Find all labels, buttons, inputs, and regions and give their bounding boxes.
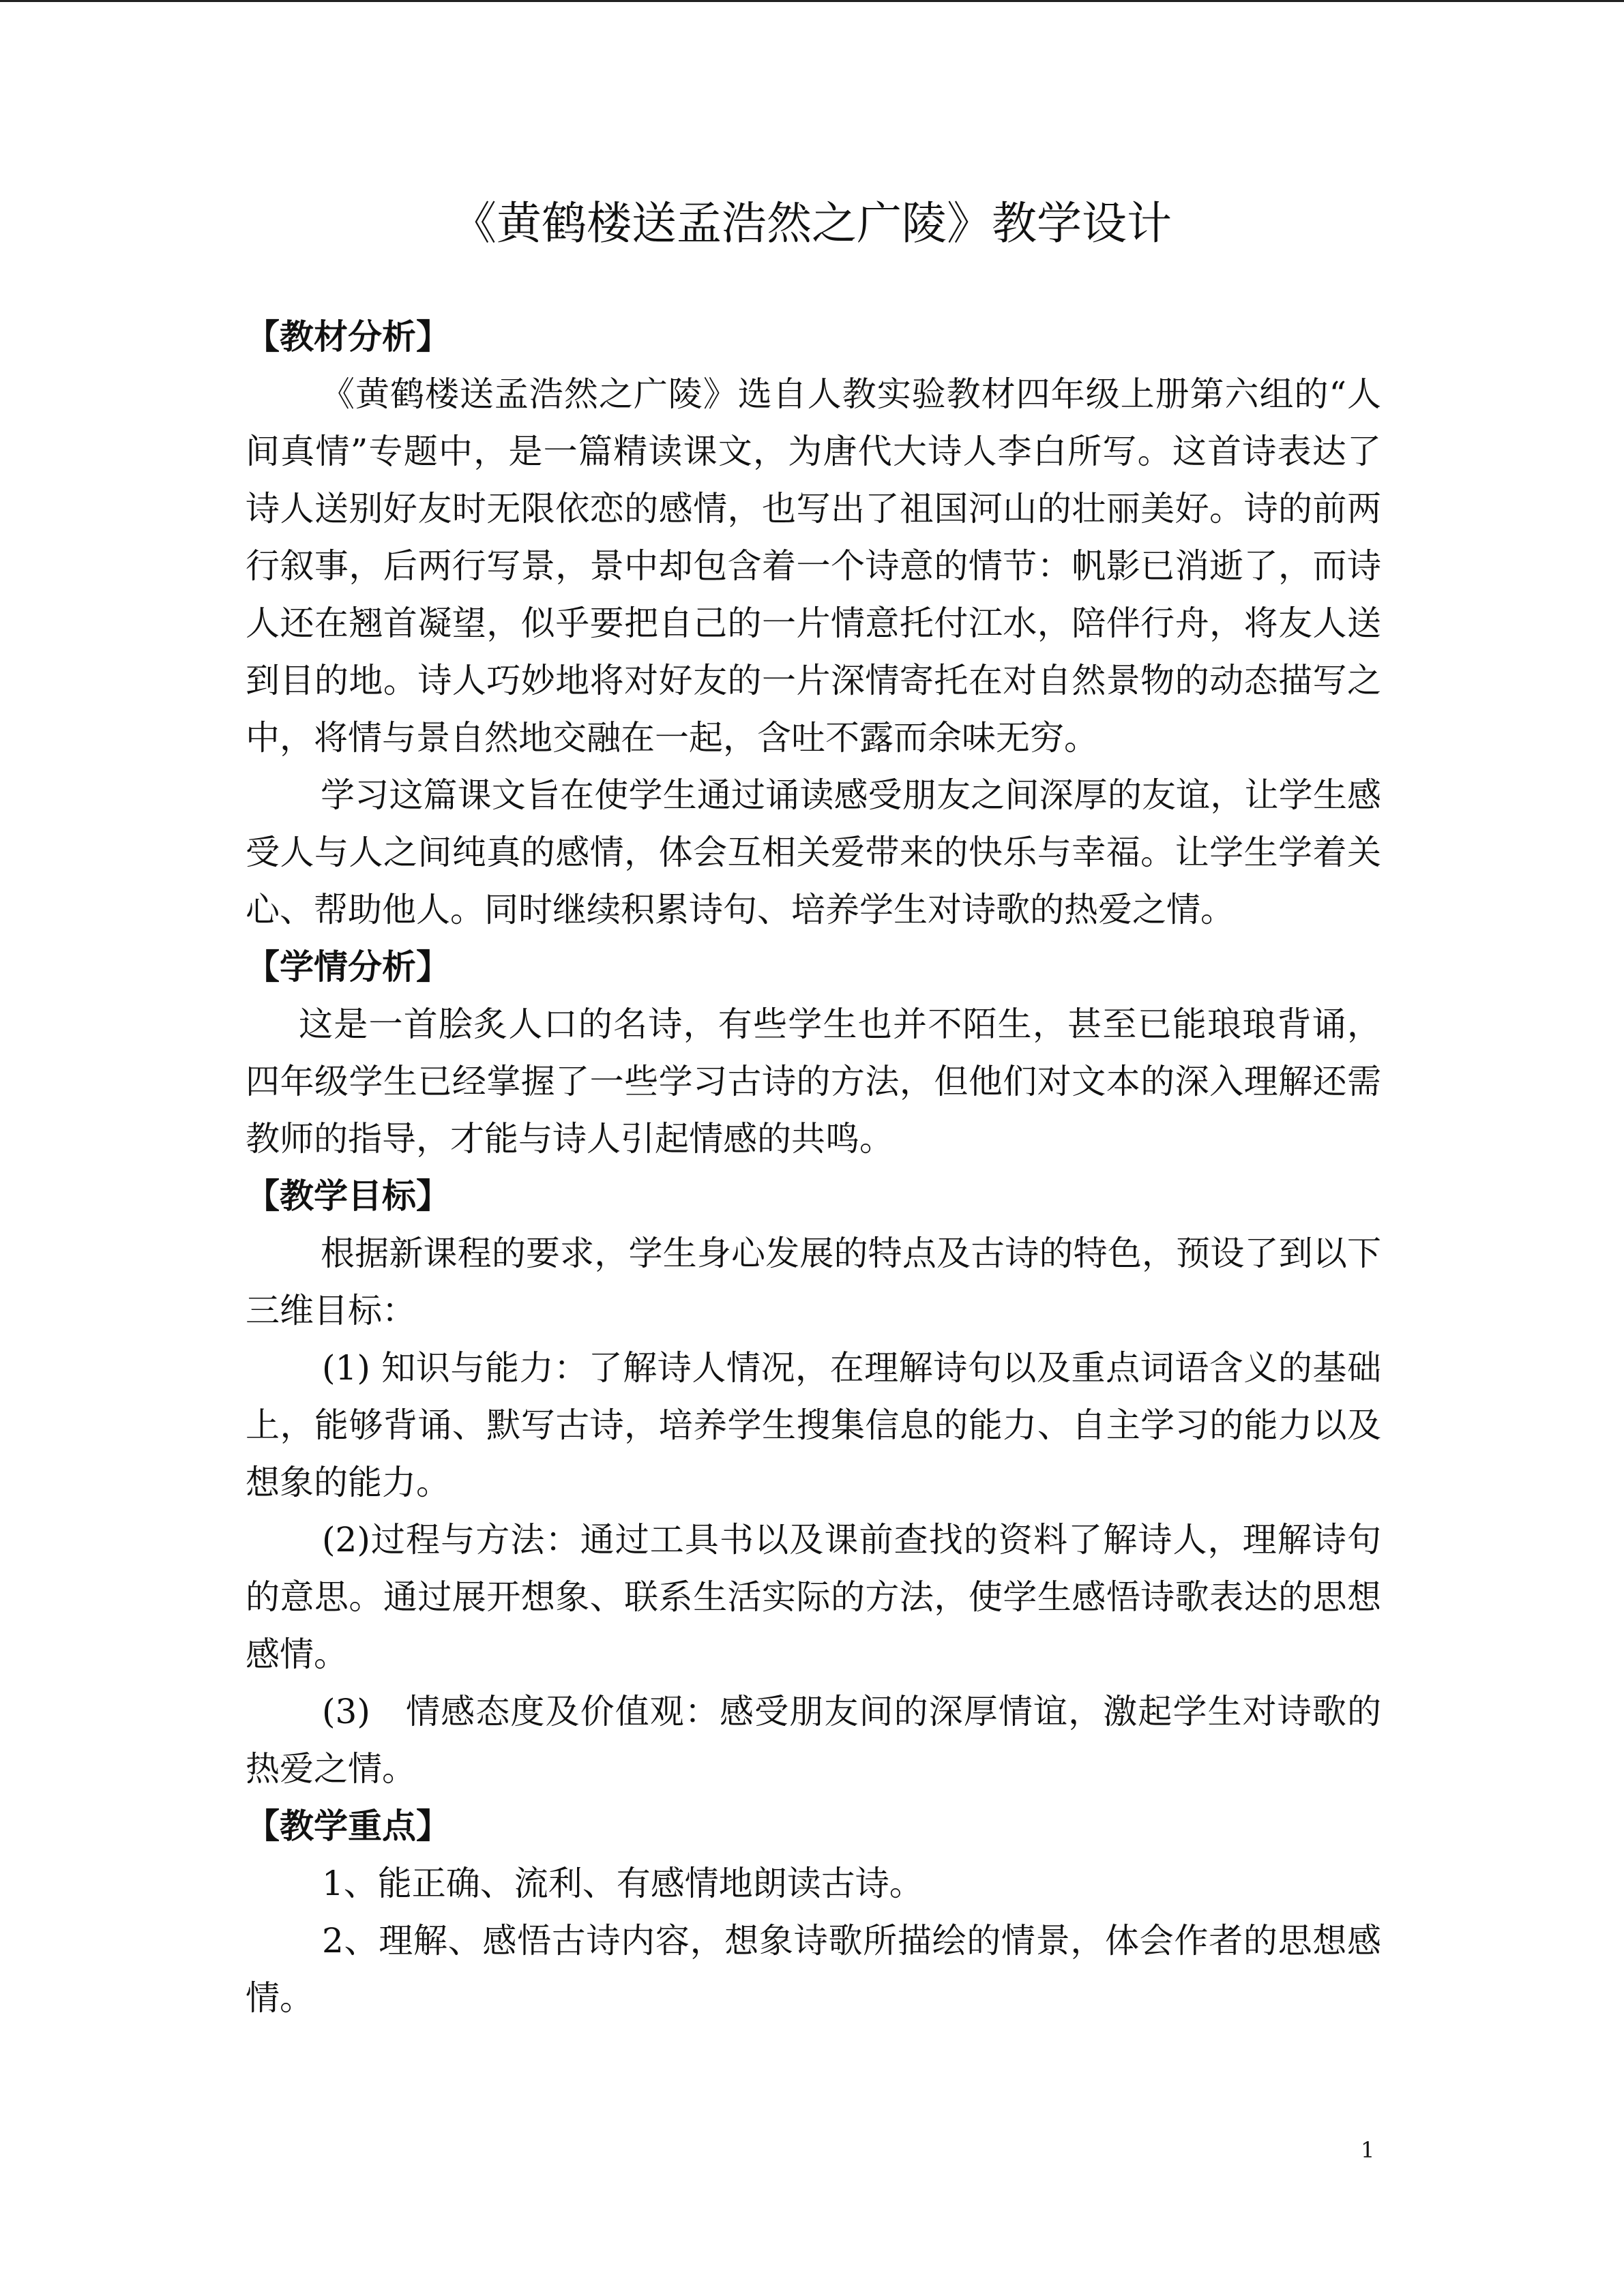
document-body xyxy=(246,308,1381,2027)
document-title: 《黄鹤楼送孟浩然之广陵》教学设计 xyxy=(452,197,1172,250)
focus-item: 2、理解、感悟古诗内容，想象诗歌所描绘的情景，体会作者的思想感情。 xyxy=(246,1921,1381,2018)
section-student-analysis xyxy=(246,938,1381,1167)
paragraph: 学习这篇课文旨在使学生通过诵读感受朋友之间深厚的友谊，让学生感受人与人之间纯真的感情，体会互相关爱带来的快乐与幸福。让学生学着关心、帮助他人。同时继续积累诗句、培养学生对诗歌的热爱之情。 xyxy=(246,775,1381,929)
goal-item: (3) 情感态度及价值观：感受朋友间的深厚情谊，激起学生对诗歌的热爱之情。 xyxy=(246,1692,1381,1789)
section-teaching-focus xyxy=(246,1798,1381,2027)
paragraph: 《黄鹤楼送孟浩然之广陵》选自人教实验教材四年级上册第六组的“人间真情”专题中，是一篇精读课文，为唐代大诗人李白所写。这首诗表达了诗人送别好友时无限依恋的感情，也写出了祖国河山的壮丽美好。诗的前两行叙事，后两行写景，景中却包含着一个诗意的情节：帆影已消逝了，而诗人还在翘首凝望，似乎要把自己的一片情意托付江水，陪伴行舟，将友人送到目的地。诗人巧妙地将对好友的一片深情寄托在对自然景物的动态描写之中，将情与景自然地交融在一起，含吐不露而余味无穷。 xyxy=(246,374,1381,758)
page-number: 1 xyxy=(1361,2137,1375,2163)
section-heading: 【教学重点】 xyxy=(246,1806,450,1846)
paragraph: 根据新课程的要求，学生身心发展的特点及古诗的特色，预设了到以下三维目标： xyxy=(246,1234,1381,1330)
section-heading: 【学情分析】 xyxy=(246,947,450,987)
page-top-border xyxy=(0,0,1624,2)
focus-item: 1、能正确、流利、有感情地朗读古诗。 xyxy=(322,1864,924,1903)
section-teaching-goals xyxy=(246,1167,1381,1798)
section-textbook-analysis xyxy=(246,308,1381,938)
section-heading: 【教材分析】 xyxy=(246,317,450,357)
goal-item: (2)过程与方法：通过工具书以及课前查找的资料了解诗人，理解诗句的意思。通过展开想象、联系生活实际的方法，使学生感悟诗歌表达的思想感情。 xyxy=(246,1520,1381,1674)
goal-item: (1) 知识与能力：了解诗人情况，在理解诗句以及重点词语含义的基础上，能够背诵、默写古诗，培养学生搜集信息的能力、自主学习的能力以及想象的能力。 xyxy=(246,1348,1381,1502)
paragraph: 这是一首脍炙人口的名诗，有些学生也并不陌生，甚至已能琅琅背诵，四年级学生已经掌握了一些学习古诗的方法，但他们对文本的深入理解还需教师的指导，才能与诗人引起情感的共鸣。 xyxy=(246,1004,1381,1159)
section-heading: 【教学目标】 xyxy=(246,1176,450,1216)
